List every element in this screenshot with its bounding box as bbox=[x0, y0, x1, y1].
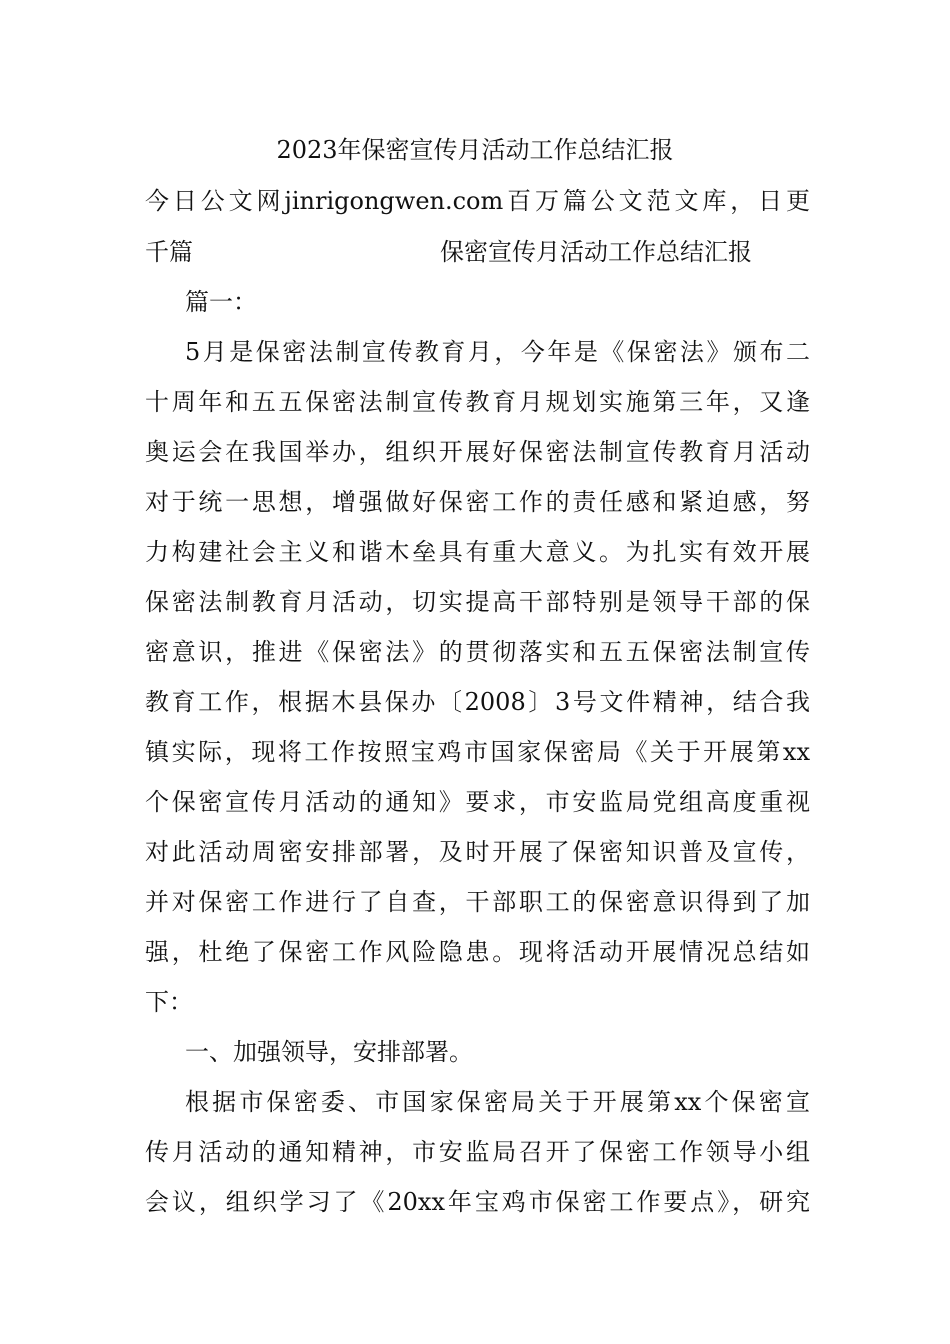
paragraph-1-line: 强，杜绝了保密工作风险隐患。现将活动开展情况总结如 bbox=[145, 938, 810, 966]
paragraph-1-line: 下： bbox=[145, 988, 193, 1016]
section-label: 篇一： bbox=[185, 288, 257, 316]
header-line-2-left: 千篇 bbox=[145, 238, 193, 266]
header-line-1: 今日公文网jinrigongwen.com百万篇公文范文库，日更 bbox=[145, 187, 810, 215]
paragraph-1-line: 5月是保密法制宣传教育月，今年是《保密法》颁布二 bbox=[185, 338, 810, 366]
paragraph-1-line: 力构建社会主义和谐木垒具有重大意义。为扎实有效开展 bbox=[145, 538, 810, 566]
paragraph-2-line: 传月活动的通知精神，市安监局召开了保密工作领导小组 bbox=[145, 1138, 810, 1166]
paragraph-2-line: 根据市保密委、市国家保密局关于开展第xx个保密宣 bbox=[185, 1088, 810, 1116]
paragraph-1-line: 教育工作，根据木县保办〔2008〕3号文件精神，结合我 bbox=[145, 688, 810, 716]
paragraph-1-line: 对于统一思想，增强做好保密工作的责任感和紧迫感，努 bbox=[145, 488, 810, 516]
paragraph-1-line: 密意识，推进《保密法》的贯彻落实和五五保密法制宣传 bbox=[145, 638, 810, 666]
paragraph-1-line: 个保密宣传月活动的通知》要求，市安监局党组高度重视 bbox=[145, 788, 810, 816]
paragraph-1-line: 保密法制教育月活动，切实提高干部特别是领导干部的保 bbox=[145, 588, 810, 616]
paragraph-1-line: 镇实际，现将工作按照宝鸡市国家保密局《关于开展第xx bbox=[145, 738, 810, 766]
paragraph-1-line: 对此活动周密安排部署，及时开展了保密知识普及宣传， bbox=[145, 838, 810, 866]
paragraph-1-line: 并对保密工作进行了自查，干部职工的保密意识得到了加 bbox=[145, 888, 810, 916]
paragraph-2-line: 会议，组织学习了《20xx年宝鸡市保密工作要点》，研究 bbox=[145, 1188, 810, 1216]
header-line-2-right: 保密宣传月活动工作总结汇报 bbox=[440, 238, 752, 266]
paragraph-1-line: 十周年和五五保密法制宣传教育月规划实施第三年，又逢 bbox=[145, 388, 810, 416]
section-heading: 一、加强领导，安排部署。 bbox=[185, 1038, 473, 1066]
paragraph-1-line: 奥运会在我国举办，组织开展好保密法制宣传教育月活动 bbox=[145, 438, 810, 466]
document-title: 2023年保密宣传月活动工作总结汇报 bbox=[276, 136, 674, 164]
